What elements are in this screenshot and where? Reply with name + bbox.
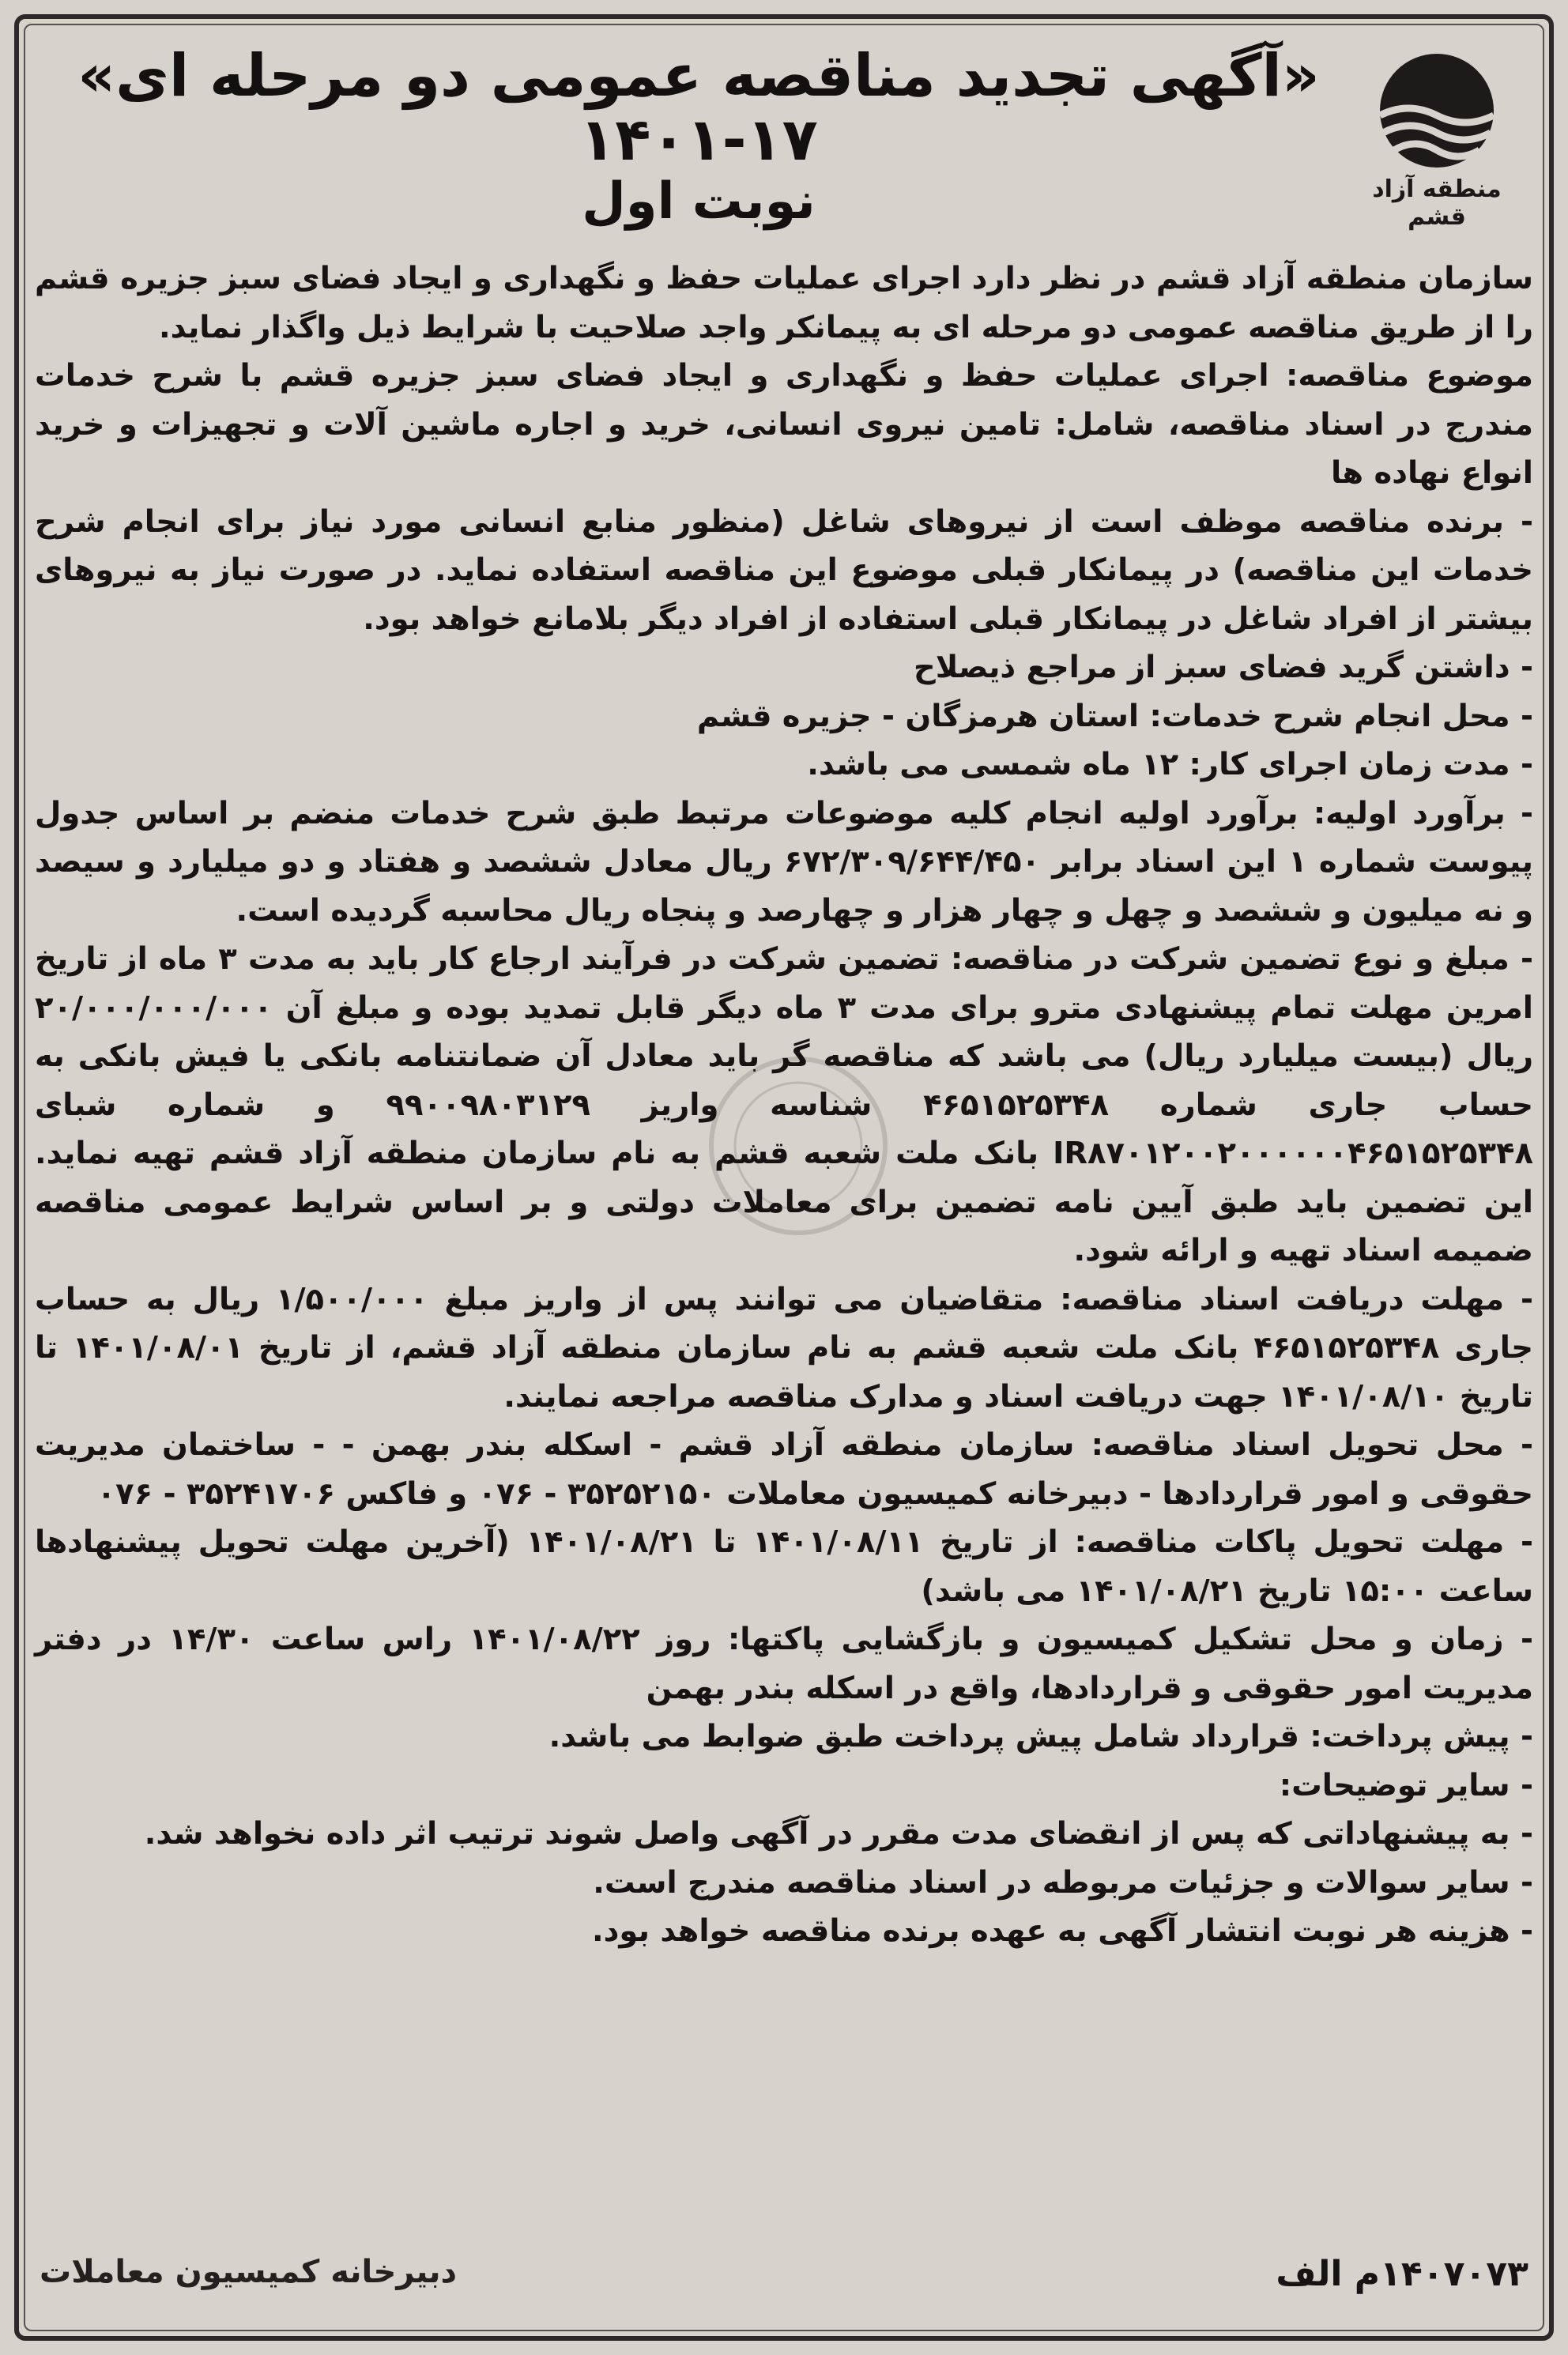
- commission-signature: دبیرخانه کمیسیون معاملات: [40, 2254, 458, 2290]
- location-clause: - محل انجام شرح خدمات: استان هرمزگان - جزیره قشم: [696, 698, 1533, 734]
- documents-deadline-clause: - مهلت دریافت اسناد مناقصه: متقاضیان می توانند پس از واریز مبلغ ۱/۵۰۰/۰۰۰ ریال به حساب جاری ۴۶۵۱۵۲۵۳۴۸ بانک ملت شعبه قشم به نام سازمان منطقه آزاد قشم، از تاریخ ۱۴۰۱/۰۸/۰۱ تا تاریخ ۱۴۰۱/۰۸/۱۰ جهت دریافت اسناد و مدارک مناقصه مراجعه نمایند.: [35, 1281, 1533, 1415]
- prepayment-clause: - پیش پرداخت: قرارداد شامل پیش پرداخت طبق ضوابط می باشد.: [548, 1719, 1533, 1754]
- subject-paragraph: موضوع مناقصه: اجرای عملیات حفظ و نگهداری و ایجاد فضای سبز جزیره قشم با شرح خدمات مندرج در اسناد مناقصه، شامل: تامین نیروی انسانی، خرید و اجاره ماشین آلات و تجهیزات و خرید انواع نهاده ها: [35, 358, 1533, 491]
- workforce-clause: - برنده مناقصه موظف است از نیروهای شاغل (منظور منابع انسانی مورد نیاز برای انجام شرح خدمات این مناقصه) در پیمانکار قبلی موضوع این مناقصه استفاده نماید. در صورت نیاز به نیروهای بیشتر از افراد شاغل در پیمانکار قبلی استفاده از افراد دیگر بلامانع خواهد بود.: [35, 503, 1533, 637]
- grade-clause: - داشتن گرید فضای سبز از مراجع ذیصلاح: [914, 650, 1533, 685]
- documents-delivery-clause: - محل تحویل اسناد مناقصه: سازمان منطقه آزاد قشم - اسکله بندر بهمن - - ساختمان مدیریت حقوقی و امور قراردادها - دبیرخانه کمیسیون معاملات ۳۵۲۵۲۱۵۰ - ۰۷۶ و فاکس ۳۵۲۴۱۷۰۶ - ۰۷۶: [35, 1427, 1533, 1512]
- envelope-deadline-clause: - مهلت تحویل پاکات مناقصه: از تاریخ ۱۴۰۱/۰۸/۱۱ تا ۱۴۰۱/۰۸/۲۱ (آخرین مهلت تحویل پیشنهادها ساعت ۱۵:۰۰ تاریخ ۱۴۰۱/۰۸/۲۱ می باشد): [35, 1524, 1533, 1609]
- announcement-title: «آگهی تجدید مناقصه عمومی دو مرحله ای» ۱۷-۱۴۰۱: [77, 42, 1320, 175]
- logo-caption: منطقه آزاد قشم: [1372, 175, 1502, 231]
- duration-clause: - مدت زمان اجرای کار: ۱۲ ماه شمسی می باشد.: [807, 747, 1533, 782]
- late-offers-note: - به پیشنهاداتی که پس از انقضای مدت مقرر در آگهی واصل شوند ترتیب اثر داده نخواهد شد.: [144, 1816, 1533, 1852]
- questions-note: - سایر سوالات و جزئیات مربوطه در اسناد مناقصه مندرج است.: [593, 1864, 1533, 1901]
- estimate-clause: - برآورد اولیه: برآورد اولیه انجام کلیه موضوعات مرتبط طبق شرح خدمات منضم بر اساس جدول پیوست شماره ۱ این اسناد برابر ۶۷۲/۳۰۹/۶۴۴/۴۵۰ ریال معادل ششصد و هفتاد و دو میلیارد و سیصد و نه میلیون و ششصد و چهل و چهار هزار و چهارصد و پنجاه ریال محاسبه گردیده است.: [35, 795, 1533, 929]
- announcement-round: نوبت اول: [582, 172, 816, 231]
- guarantee-clause: - مبلغ و نوع تضمین شرکت در مناقصه: تضمین شرکت در فرآیند ارجاع کار باید به مدت ۳ ماه از تاریخ امرین مهلت تمام پیشنهادی مترو برای مدت ۳ ماه دیگر قابل تمدید بوده و مبلغ آن ۲۰/۰۰۰/۰۰۰/۰۰۰ ریال (بیست میلیارد ریال) می باشد که مناقصه گر باید معادل آن ضمانتنامه بانکی یا فیش بانکی به حساب جاری شماره ۴۶۵۱۵۲۵۳۴۸ شناسه واریز ۹۹۰۰۹۸۰۳۱۲۹ و شماره شبای IR۸۷۰۱۲۰۰۲۰۰۰۰۰۰۴۶۵۱۵۲۵۳۴۸ بانک ملت شعبه قشم به نام سازمان منطقه آزاد قشم تهیه نماید. این تضمین باید طبق آیین نامه تضمین برای معاملات دولتی و بر اساس شرایط عمومی مناقصه ضمیمه اسناد تهیه و ارائه شود.: [35, 941, 1534, 1268]
- other-notes-heading: - سایر توضیحات:: [1279, 1767, 1533, 1803]
- opening-session-clause: - زمان و محل تشکیل کمیسیون و بازگشایی پاکتها: روز ۱۴۰۱/۰۸/۲۲ راس ساعت ۱۴/۳۰ در دفتر مدیریت امور حقوقی و قراردادها، واقع در اسکله بندر بهمن: [35, 1622, 1533, 1706]
- intro-paragraph: سازمان منطقه آزاد قشم در نظر دارد اجرای عملیات حفظ و نگهداری و ایجاد فضای سبز جزیره قشم را از طریق مناقصه عمومی دو مرحله ای به پیمانکر واجد صلاحیت با شرایط ذیل واگذار نماید.: [35, 261, 1533, 345]
- announcement-body: [35, 254, 1533, 1956]
- announcement-code: ۱۴۰۷۰۷۳م الف: [1276, 2254, 1528, 2294]
- publication-cost-note: - هزینه هر نوبت انتشار آگهی به عهده برنده مناقصه خواهد بود.: [592, 1913, 1533, 1949]
